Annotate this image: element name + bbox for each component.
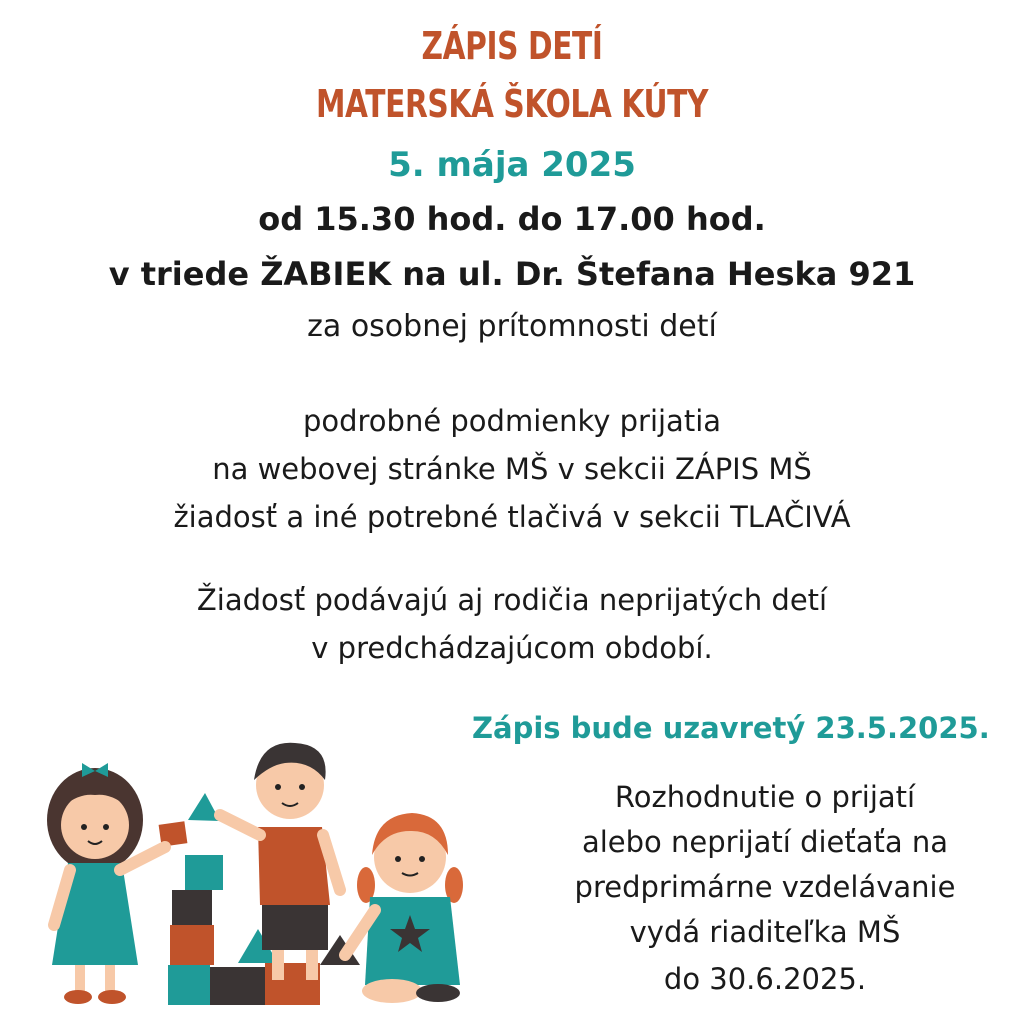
boy-center xyxy=(220,743,340,980)
enrollment-place: v triede ŽABIEK na ul. Dr. Štefana Heska 921 xyxy=(108,255,916,293)
girl-left xyxy=(47,763,165,1004)
enrollment-time: od 15.30 hod. do 17.00 hod. xyxy=(258,200,766,238)
girl-right xyxy=(345,813,463,1003)
presence-note: za osobnej prítomnosti detí xyxy=(307,309,717,344)
decision-line-1: Rozhodnutie o prijatí xyxy=(614,780,916,814)
decision-line-3: predprimárne vzdelávanie xyxy=(574,870,956,904)
decision-line-5: do 30.6.2025. xyxy=(663,962,867,996)
title-line-2: MATERSKÁ ŠKOLA KÚTY xyxy=(315,82,709,126)
enrollment-date: 5. mája 2025 xyxy=(388,145,636,185)
decision-line-4: vydá riaditeľka MŠ xyxy=(629,915,901,949)
note-line-1: Žiadosť podávajú aj rodičia neprijatých detí xyxy=(196,583,828,617)
decision-line-2: alebo neprijatí dieťaťa na xyxy=(581,825,949,859)
conditions-line-3: žiadosť a iné potrebné tlačivá v sekcii TLAČIVÁ xyxy=(173,500,851,534)
conditions-line-1: podrobné podmienky prijatia xyxy=(302,404,722,438)
closing-date: Zápis bude uzavretý 23.5.2025. xyxy=(472,711,990,745)
conditions-line-2: na webovej stránke MŠ v sekcii ZÁPIS MŠ xyxy=(212,452,812,486)
title-line-1: ZÁPIS DETÍ xyxy=(421,24,603,68)
note-line-2: v predchádzajúcom období. xyxy=(311,631,713,665)
children-building-blocks-illustration xyxy=(20,735,480,1010)
blocks xyxy=(159,793,360,1005)
